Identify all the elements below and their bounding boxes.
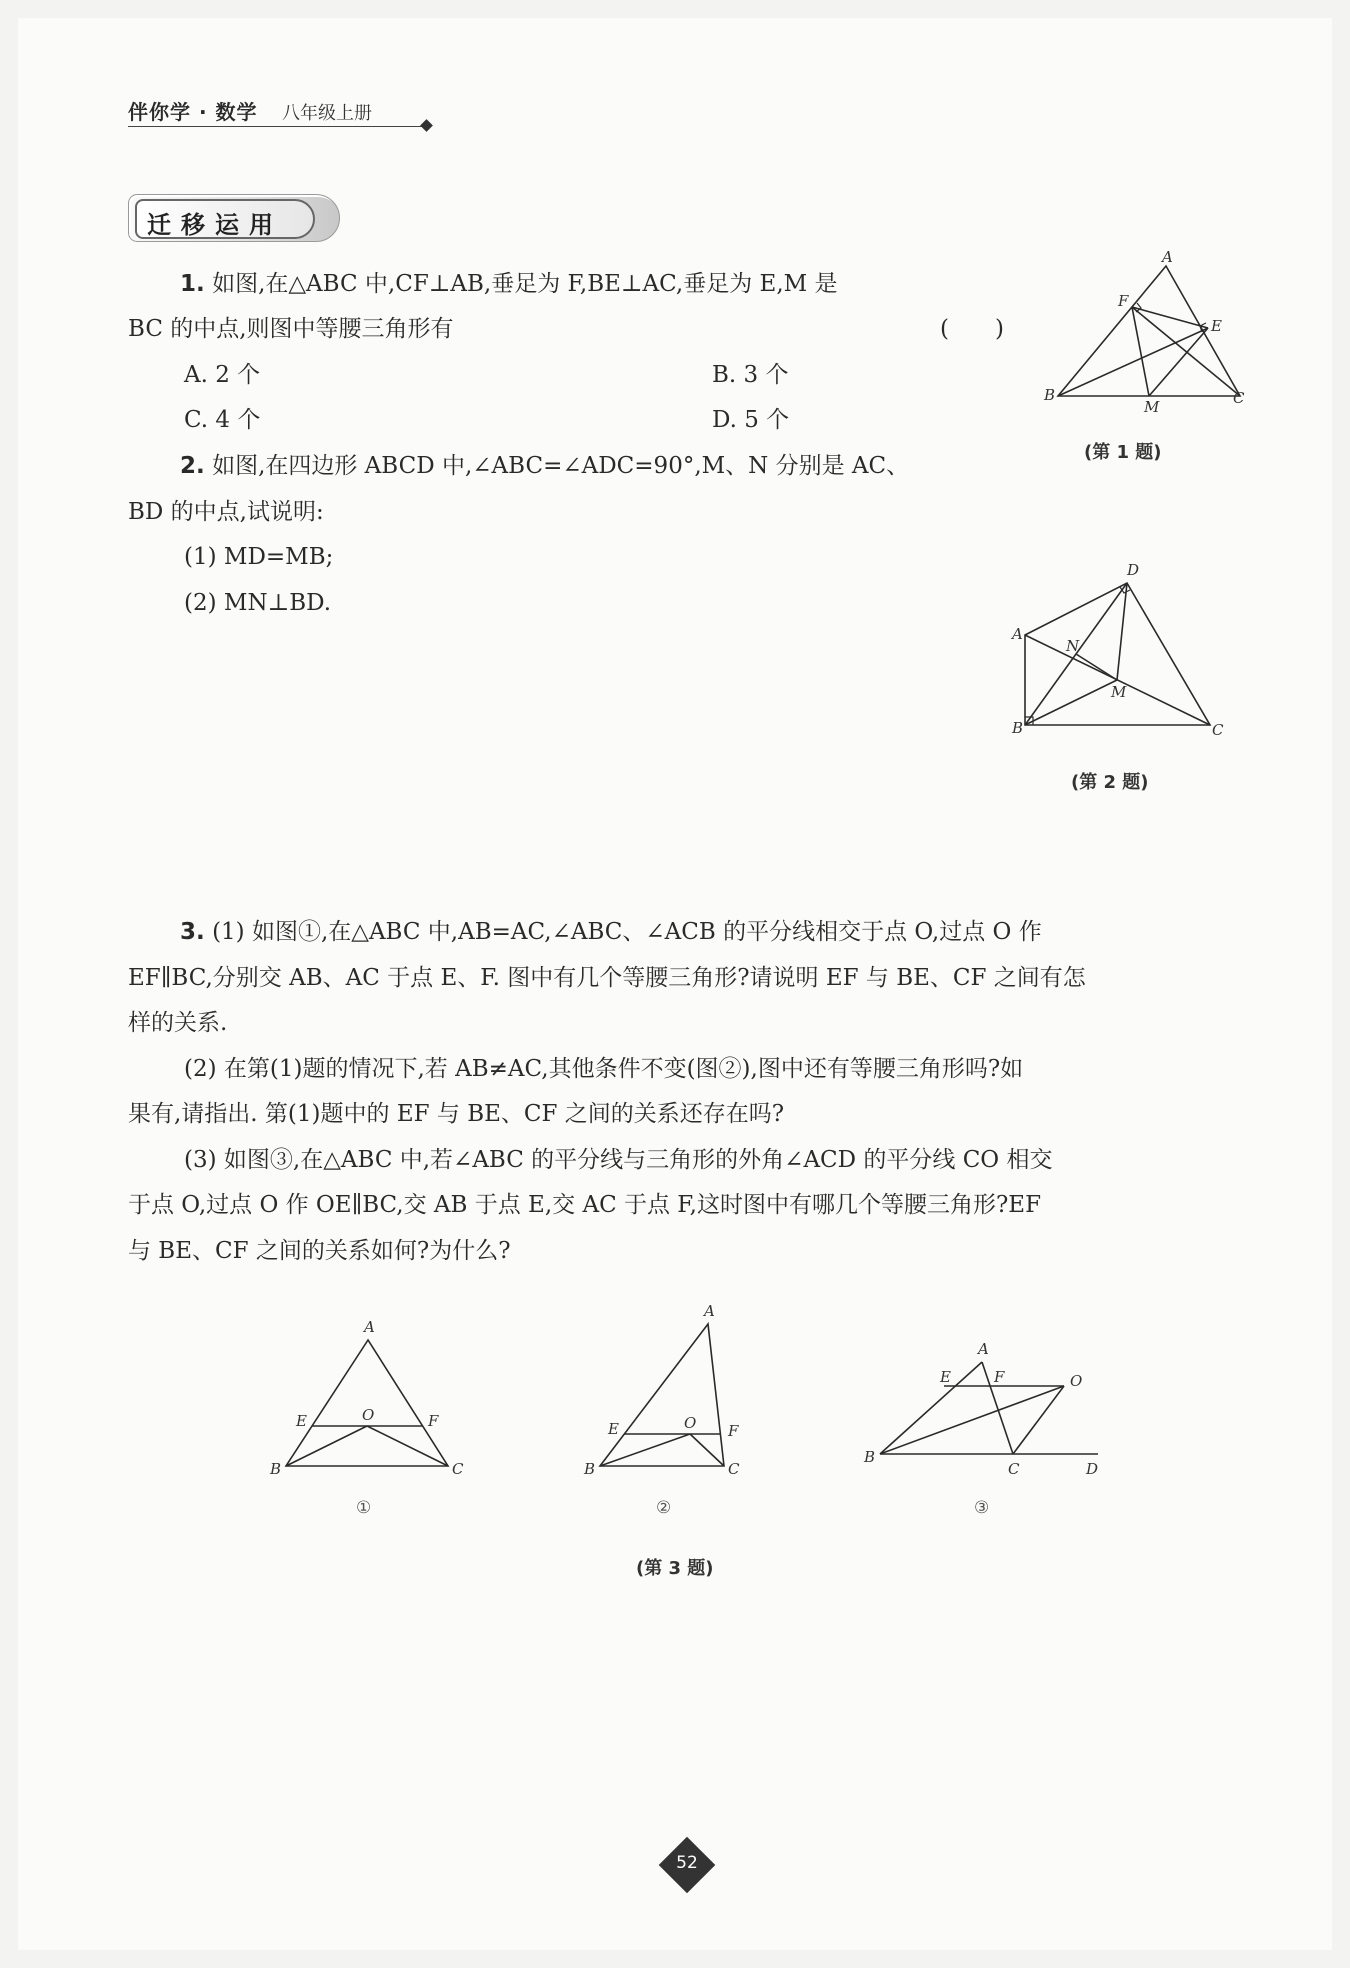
q2-part1: (1) MD=MB;: [184, 544, 334, 570]
q3-fig3-segment-ba: [880, 1362, 982, 1454]
q1-segment-be: [1058, 328, 1208, 396]
q3-fig3-label-d: D: [1086, 1460, 1099, 1478]
book-title: 伴你学 · 数学: [128, 100, 258, 124]
q2-segment-md: [1117, 583, 1127, 680]
q3-fig3-label-e: E: [940, 1368, 951, 1386]
q3-line1: [180, 910, 1042, 955]
q3-fig2-label-o: O: [684, 1414, 697, 1432]
q3-line7: 于点 O,过点 O 作 OE∥BC,交 AB 于点 E,交 AC 于点 F,这时图中有哪几个等腰三角形?EF: [128, 1192, 1042, 1218]
q1-label-c: C: [1233, 389, 1245, 407]
q1-segment-fm: [1132, 307, 1149, 396]
book-grade: 八年级上册: [282, 103, 372, 124]
q3-fig1-label-c: C: [452, 1460, 464, 1478]
q1-number: 1.: [180, 271, 205, 297]
q3-fig1-label-b: B: [270, 1460, 282, 1478]
q3-fig1-label-a: A: [364, 1318, 375, 1336]
q1-line2: BC 的中点,则图中等腰三角形有: [128, 316, 454, 342]
q2-part2: (2) MN⊥BD.: [184, 590, 332, 616]
q2-segment-mn: [1076, 654, 1117, 680]
q1-option-d: D. 5 个: [712, 407, 790, 433]
q3-fig2-label-a: A: [704, 1302, 715, 1320]
q2-label-m: M: [1111, 683, 1127, 701]
q3-fig1-triangle: [286, 1340, 448, 1466]
q1-answer-blank: ( ): [940, 316, 1004, 342]
q3-fig2-label-e: E: [608, 1420, 619, 1438]
q1-figure: [1040, 250, 1250, 430]
q3-line5: 果有,请指出. 第(1)题中的 EF 与 BE、CF 之间的关系还存在吗?: [128, 1101, 785, 1127]
q3-line3: 样的关系.: [128, 1010, 228, 1036]
q3-fig2-segment-bo: [600, 1434, 690, 1466]
q2-text1: 如图,在四边形 ABCD 中,∠ABC=∠ADC=90°,M、N 分别是 AC、: [212, 453, 910, 479]
q1-caption: (第 1 题): [1084, 442, 1162, 463]
q1-option-b: B. 3 个: [712, 362, 789, 388]
q3-fig3-segment-bo: [880, 1386, 1064, 1454]
q3-fig2-label-b: B: [584, 1460, 596, 1478]
q2-line1: [180, 444, 909, 489]
q3-fig1-label-f: F: [428, 1412, 439, 1430]
q3-figure-1: [262, 1310, 482, 1480]
q3-fig3-label-c: C: [1008, 1460, 1020, 1478]
q1-label-a: A: [1162, 250, 1173, 266]
q2-number: 2.: [180, 453, 205, 479]
header-rule: [128, 126, 426, 127]
q1-segment-cf: [1132, 307, 1240, 396]
q3-fig2-number: ②: [656, 1498, 672, 1518]
q3-line8: 与 BE、CF 之间的关系如何?为什么?: [128, 1238, 511, 1264]
q3-fig1-label-o: O: [362, 1406, 375, 1424]
q3-text1: (1) 如图①,在△ABC 中,AB=AC,∠ABC、∠ACB 的平分线相交于点 O,过点 O 作: [212, 919, 1042, 945]
q2-label-c: C: [1212, 721, 1224, 739]
q1-option-a: A. 2 个: [184, 362, 261, 388]
q2-right-angle-d: [1120, 587, 1130, 593]
q3-figure-3: [858, 1338, 1118, 1478]
q3-fig2-segment-co: [690, 1434, 724, 1466]
q1-label-e: E: [1211, 317, 1222, 335]
q2-label-n: N: [1066, 637, 1080, 655]
q1-label-m: M: [1144, 398, 1160, 416]
q3-figure-2: [578, 1300, 758, 1480]
q2-quadrilateral-abcd: [1025, 583, 1210, 725]
q2-segment-mb: [1025, 680, 1117, 725]
q3-fig2-label-f: F: [728, 1422, 739, 1440]
q3-fig3-label-o: O: [1070, 1372, 1083, 1390]
q3-fig3-label-b: B: [864, 1448, 876, 1466]
q3-fig1-number: ①: [356, 1498, 372, 1518]
q3-fig3-number: ③: [974, 1498, 990, 1518]
q3-fig3-label-a: A: [978, 1340, 989, 1358]
q3-line4: (2) 在第(1)题的情况下,若 AB≠AC,其他条件不变(图②),图中还有等腰三角形吗?如: [184, 1056, 1024, 1082]
q1-label-b: B: [1044, 386, 1056, 404]
q2-label-b: B: [1012, 719, 1024, 737]
q2-line2: BD 的中点,试说明:: [128, 499, 324, 525]
q3-line2: EF∥BC,分别交 AB、AC 于点 E、F. 图中有几个等腰三角形?请说明 EF 与 BE、CF 之间有怎: [128, 965, 1086, 991]
q1-line1: [180, 262, 838, 307]
q3-fig2-label-c: C: [728, 1460, 740, 1478]
q3-number: 3.: [180, 919, 205, 945]
q1-option-c: C. 4 个: [184, 407, 261, 433]
q1-text1: 如图,在△ABC 中,CF⊥AB,垂足为 F,BE⊥AC,垂足为 E,M 是: [212, 271, 838, 297]
q3-line6: (3) 如图③,在△ABC 中,若∠ABC 的平分线与三角形的外角∠ACD 的平分线 CO 相交: [184, 1147, 1053, 1173]
q2-label-d: D: [1127, 561, 1140, 579]
q2-caption: (第 2 题): [1071, 772, 1149, 793]
q3-fig1-label-e: E: [296, 1412, 307, 1430]
q1-label-f: F: [1118, 292, 1129, 310]
q1-segment-fe: [1132, 307, 1208, 328]
q2-label-a: A: [1012, 625, 1023, 643]
page-number: 52: [676, 1853, 698, 1873]
section-tab: [128, 194, 340, 242]
section-title: 迁移运用: [147, 211, 283, 239]
q3-caption: (第 3 题): [636, 1558, 714, 1579]
q3-fig3-label-f: F: [994, 1368, 1005, 1386]
q2-figure: [1005, 555, 1245, 745]
